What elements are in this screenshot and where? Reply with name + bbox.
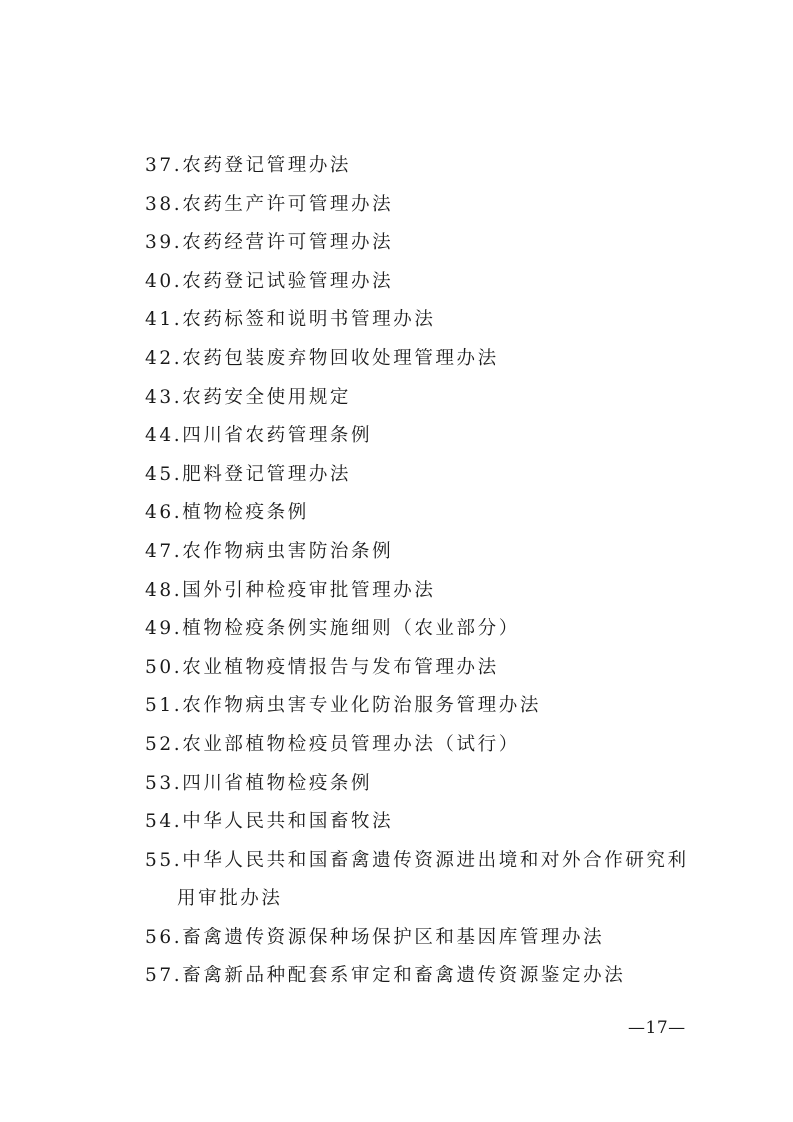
list-item: 42.农药包装废弃物回收处理管理办法 (145, 347, 499, 369)
list-item: 51.农作物病虫害专业化防治服务管理办法 (145, 695, 541, 717)
list-item-line-2: 用审批办法 (177, 888, 283, 910)
list-item: 37.农药登记管理办法 (145, 155, 352, 176)
list-item-multiline (145, 842, 745, 919)
list-item: 40.农药登记试验管理办法 (145, 270, 394, 292)
list-item-line-1: 55.中华人民共和国畜禽遗传资源进出境和对外合作研究利 (145, 849, 689, 871)
list-item: 43.农药安全使用规定 (145, 386, 352, 408)
list-item: 39.农药经营许可管理办法 (145, 232, 394, 254)
list-item: 45.肥料登记管理办法 (145, 463, 352, 485)
list-item: 53.四川省植物检疫条例 (145, 772, 373, 794)
regulation-list (145, 147, 745, 996)
list-item: 41.农药标签和说明书管理办法 (145, 309, 436, 331)
list-item: 50.农业植物疫情报告与发布管理办法 (145, 656, 499, 678)
list-item: 56.畜禽遗传资源保种场保护区和基因库管理办法 (145, 926, 605, 948)
list-item: 49.植物检疫条例实施细则（农业部分） (145, 618, 520, 640)
list-item: 48.国外引种检疫审批管理办法 (145, 579, 436, 601)
list-item: 52.农业部植物检疫员管理办法（试行） (145, 733, 520, 755)
list-item: 54.中华人民共和国畜牧法 (145, 811, 394, 833)
list-item: 47.农作物病虫害防治条例 (145, 540, 394, 562)
list-item: 38.农药生产许可管理办法 (145, 193, 394, 215)
list-item: 46.植物检疫条例 (145, 502, 309, 524)
page-number: —17— (628, 1018, 686, 1038)
list-item: 57.畜禽新品种配套系审定和畜禽遗传资源鉴定办法 (145, 965, 626, 987)
list-item: 44.四川省农药管理条例 (145, 425, 373, 447)
